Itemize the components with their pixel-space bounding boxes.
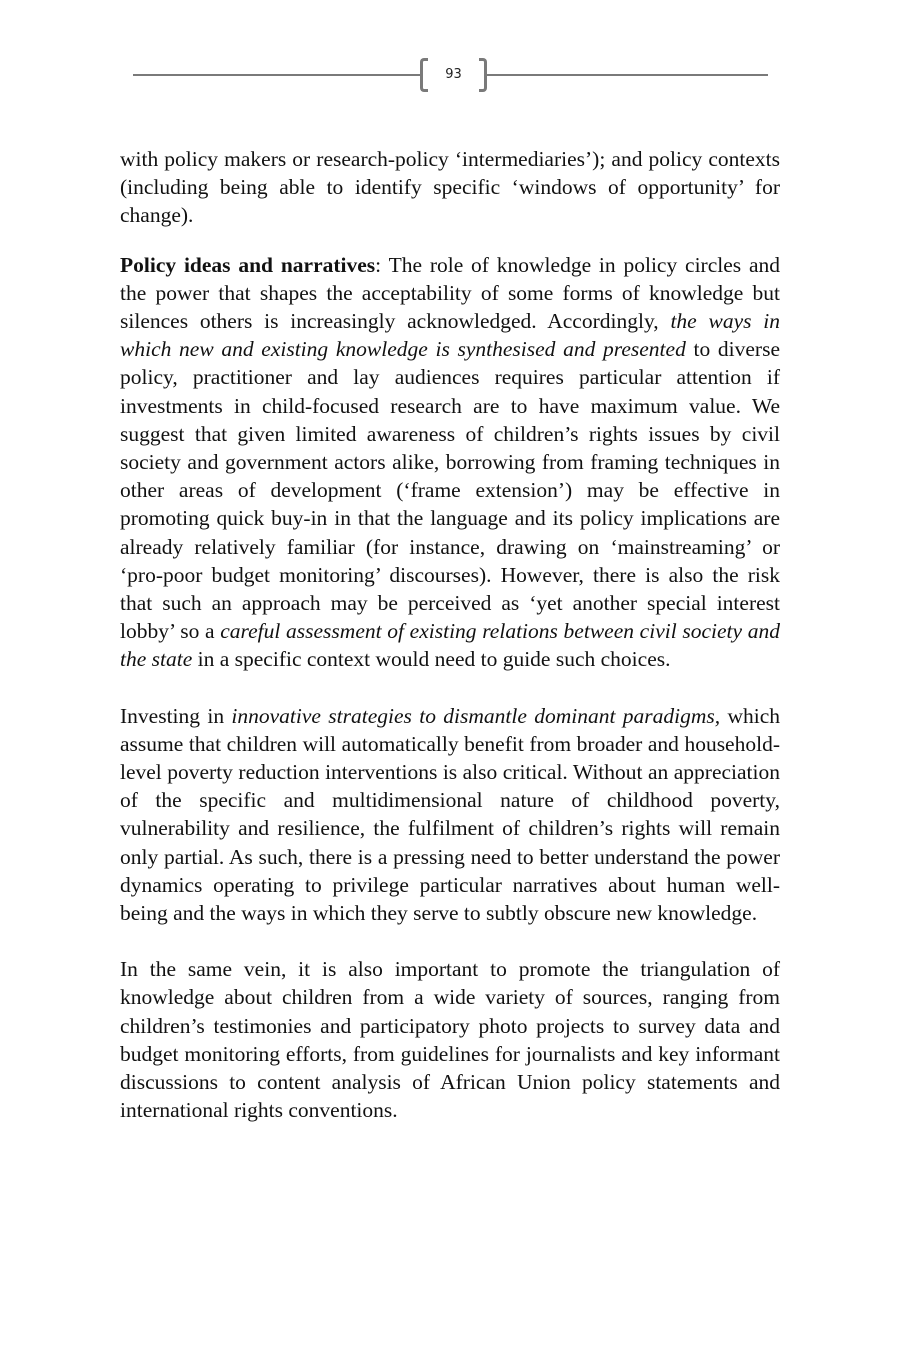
paragraph-text: Investing in xyxy=(120,703,232,728)
emphasis-text: innovative strategies to dismantle dominant paradigms, xyxy=(231,703,721,728)
left-bracket-ornament xyxy=(420,58,428,92)
paragraph-text: to diverse policy, practitioner and lay audiences requires particular attention if investments in child-focused research are to have maximum value. We suggest that given limited awareness of children’s rights issues by civil society and government actors alike, borrowing from framing techniques in other areas of development (‘frame extension’) may be effective in promoting quick buy-in in that the language and its policy implications are already relatively familiar (for instance, drawing on ‘mainstreaming’ or ‘pro-poor budget monitoring’ discourses). However, there is also the risk that such an approach may be perceived as ‘yet another special interest lobby’ so a xyxy=(120,337,781,644)
emphasis-text: the ways in which new and existing knowledge is synthesised and presented xyxy=(120,309,780,362)
paragraph-policy-ideas-narratives xyxy=(120,251,780,674)
paragraph-policy-contexts: with policy makers or research-policy ‘intermediaries’); and policy contexts (including being able to identify specific ‘windows of opportunity’ for change). xyxy=(120,147,780,228)
paragraph-text: in a specific context would need to guide such choices. xyxy=(192,647,671,672)
paragraph-innovative-strategies xyxy=(120,702,780,928)
page-number: 93 xyxy=(445,67,462,82)
header-rule-right xyxy=(487,74,768,76)
inline-heading-policy-ideas: Policy ideas and narratives xyxy=(120,252,376,277)
page-header xyxy=(133,58,768,94)
paragraph-text: : The role of knowledge in policy circles and the power that shapes the acceptability of some forms of knowledge but silences others is increasingly acknowledged. Accordingly, xyxy=(120,252,780,334)
header-rule-left xyxy=(133,74,420,76)
right-bracket-ornament xyxy=(479,58,487,92)
paragraph-text: which assume that children will automatically benefit from broader and household-level poverty reduction interventions is also critical. Without an appreciation of the specific and multidimensional nature of childhood poverty, vulnerability and resilience, the fulfilment of children’s rights will remain only partial. As such, there is a pressing need to better understand the power dynamics operating to privilege particular narratives about human well-being and the ways in which they serve to subtly obscure new knowledge. xyxy=(120,703,780,926)
body-text xyxy=(120,145,780,1125)
emphasis-text: careful assessment of existing relations between civil society and the state xyxy=(120,619,780,672)
paragraph-triangulation: In the same vein, it is also important to promote the triangulation of knowledge about children from a wide variety of sources, ranging from children’s testimonies and participatory photo projects to survey data and budget monitoring efforts, from guidelines for journalists and key informant discussions to content analysis of African Union policy statements and international rights conventions. xyxy=(120,957,780,1123)
